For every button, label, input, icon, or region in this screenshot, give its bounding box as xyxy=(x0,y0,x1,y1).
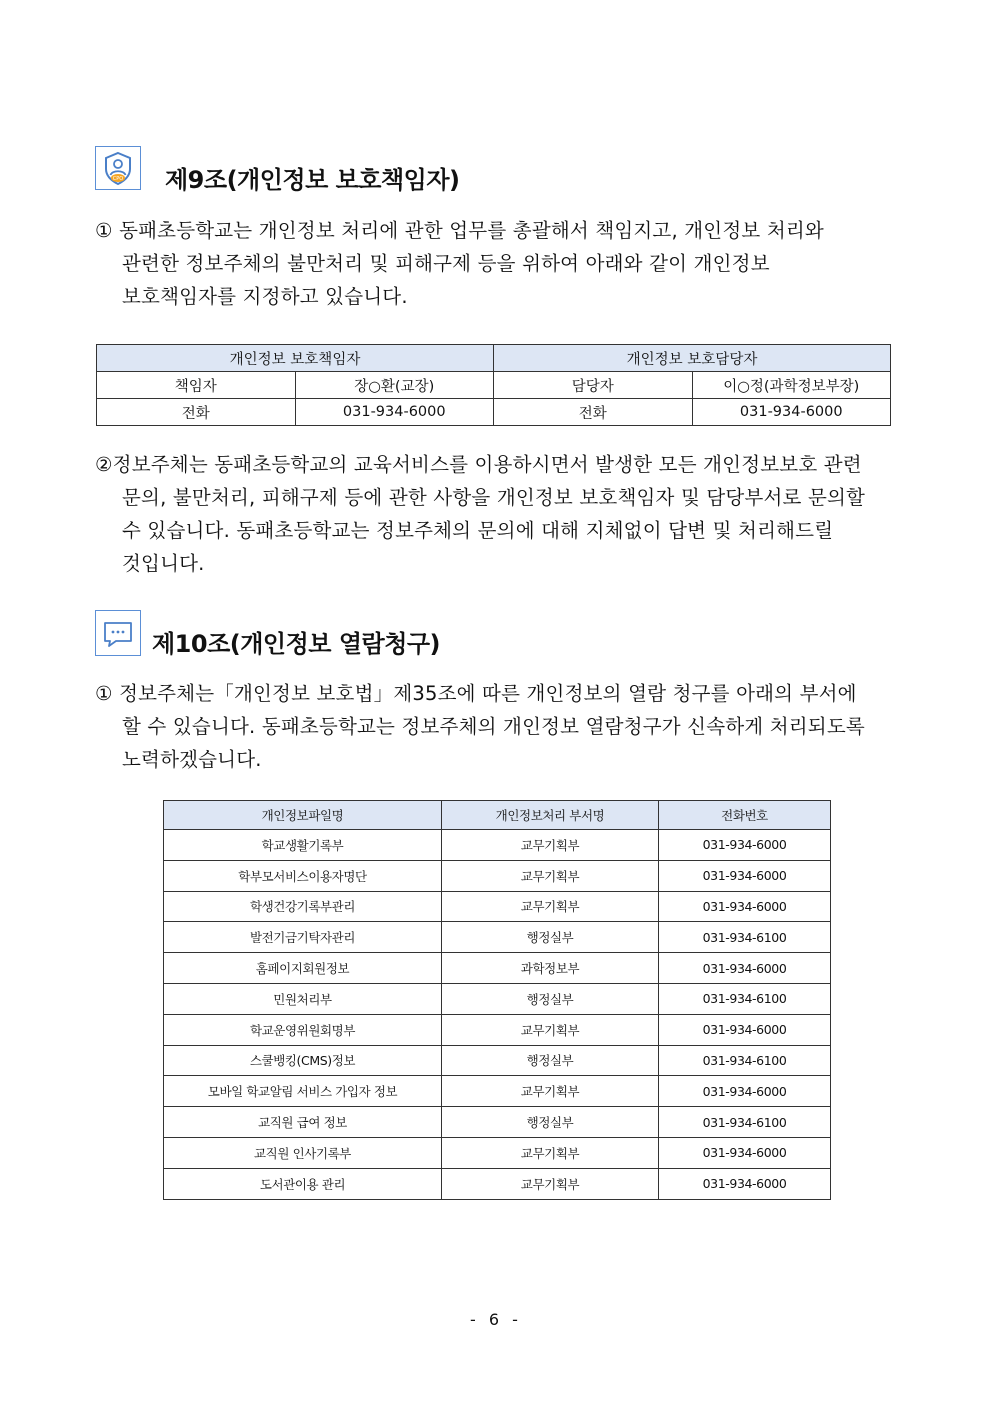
personal-info-file-table xyxy=(163,800,831,1200)
paragraph-line: 할 수 있습니다. 동패초등학교는 정보주체의 개인정보 열람청구가 신속하게 처리되도록 xyxy=(122,715,865,738)
table-cell: 행정실부 xyxy=(442,1107,659,1138)
table-row xyxy=(164,983,831,1014)
table-cell: 교무기획부 xyxy=(442,1168,659,1199)
privacy-officer-table xyxy=(96,344,891,426)
table-cell: 교무기획부 xyxy=(442,891,659,922)
table-row xyxy=(97,372,891,399)
paragraph-line: 것입니다. xyxy=(122,552,205,575)
table-cell: 031-934-6000 xyxy=(659,1137,831,1168)
table-cell: 031-934-6000 xyxy=(659,830,831,861)
table-row xyxy=(164,891,831,922)
paragraph-line: 노력하겠습니다. xyxy=(122,748,262,771)
table-row xyxy=(164,953,831,984)
table-cell: 홈페이지회원정보 xyxy=(164,953,442,984)
table-cell: 031-934-6100 xyxy=(659,1107,831,1138)
cpo-shield-icon xyxy=(95,146,141,190)
table-cell: 행정실부 xyxy=(442,922,659,953)
table-cell: 과학정보부 xyxy=(442,953,659,984)
table-cell: 교무기획부 xyxy=(442,1076,659,1107)
table-cell: 모바일 학교알림 서비스 가입자 정보 xyxy=(164,1076,442,1107)
cpo-badge-label: CPO xyxy=(112,176,124,182)
table-cell: 전화 xyxy=(494,399,693,426)
section10-title: 제10조(개인정보 열람청구) xyxy=(152,630,441,658)
table-cell: 발전기금기탁자관리 xyxy=(164,922,442,953)
column-header-department: 개인정보처리 부서명 xyxy=(442,801,659,830)
table-cell: 학생건강기록부관리 xyxy=(164,891,442,922)
table-cell: 민원처리부 xyxy=(164,983,442,1014)
section10-paragraph-1 xyxy=(95,677,898,776)
table-cell: 장○환(교장) xyxy=(295,372,494,399)
paragraph-line: ① 정보주체는「개인정보 보호법」제35조에 따른 개인정보의 열람 청구를 아래의 부서에 xyxy=(95,682,857,705)
table-cell: 학교생활기록부 xyxy=(164,830,442,861)
table-cell: 031-934-6000 xyxy=(692,399,891,426)
table-cell: 031-934-6000 xyxy=(295,399,494,426)
table-cell: 학부모서비스이용자명단 xyxy=(164,860,442,891)
table-cell: 031-934-6000 xyxy=(659,1168,831,1199)
table-cell: 031-934-6000 xyxy=(659,1076,831,1107)
column-header-phone: 전화번호 xyxy=(659,801,831,830)
section9-paragraph-2 xyxy=(95,448,898,580)
table-row xyxy=(164,1014,831,1045)
table-cell: 교직원 인사기록부 xyxy=(164,1137,442,1168)
chat-bubble-icon xyxy=(95,610,141,656)
table-row xyxy=(164,1107,831,1138)
table-cell: 교무기획부 xyxy=(442,830,659,861)
table-cell: 031-934-6000 xyxy=(659,860,831,891)
paragraph-line: ① 동패초등학교는 개인정보 처리에 관한 업무를 총괄해서 책임지고, 개인정보 처리와 xyxy=(95,219,824,242)
table-cell: 031-934-6000 xyxy=(659,891,831,922)
paragraph-line: 관련한 정보주체의 불만처리 및 피해구제 등을 위하여 아래와 같이 개인정보 xyxy=(122,252,770,275)
table-cell: 031-934-6000 xyxy=(659,953,831,984)
section9-title: 제9조(개인정보 보호책임자) xyxy=(165,166,460,194)
page-number: - 6 - xyxy=(470,1310,522,1329)
table-cell: 교무기획부 xyxy=(442,1137,659,1168)
section9-paragraph-1 xyxy=(95,214,898,313)
table-cell: 스쿨뱅킹(CMS)정보 xyxy=(164,1045,442,1076)
table-row xyxy=(164,1076,831,1107)
table-cell: 031-934-6100 xyxy=(659,983,831,1014)
table-row xyxy=(164,860,831,891)
table-cell: 031-934-6000 xyxy=(659,1014,831,1045)
table-cell: 교직원 급여 정보 xyxy=(164,1107,442,1138)
table-cell: 행정실부 xyxy=(442,1045,659,1076)
table-cell: 행정실부 xyxy=(442,983,659,1014)
table-cell: 담당자 xyxy=(494,372,693,399)
paragraph-line: 수 있습니다. 동패초등학교는 정보주체의 문의에 대해 지체없이 답변 및 처리해드릴 xyxy=(122,519,834,542)
table-header-manager: 개인정보 보호담당자 xyxy=(494,345,891,372)
table-cell: 이○정(과학정보부장) xyxy=(692,372,891,399)
paragraph-line: 문의, 불만처리, 피해구제 등에 관한 사항을 개인정보 보호책임자 및 담당부서로 문의할 xyxy=(122,486,866,509)
paragraph-line: ②정보주체는 동패초등학교의 교육서비스를 이용하시면서 발생한 모든 개인정보보호 관련 xyxy=(95,453,862,476)
table-cell: 031-934-6100 xyxy=(659,1045,831,1076)
table-body xyxy=(164,830,831,1200)
column-header-file-name: 개인정보파일명 xyxy=(164,801,442,830)
table-cell: 교무기획부 xyxy=(442,860,659,891)
table-row xyxy=(164,1045,831,1076)
table-row xyxy=(97,399,891,426)
table-header-officer: 개인정보 보호책임자 xyxy=(97,345,494,372)
table-cell: 전화 xyxy=(97,399,296,426)
table-row xyxy=(164,1137,831,1168)
table-row xyxy=(164,922,831,953)
paragraph-line: 보호책임자를 지정하고 있습니다. xyxy=(122,285,408,308)
table-cell: 책임자 xyxy=(97,372,296,399)
table-cell: 031-934-6100 xyxy=(659,922,831,953)
table-row xyxy=(164,1168,831,1199)
table-cell: 도서관이용 관리 xyxy=(164,1168,442,1199)
table-row xyxy=(164,830,831,861)
table-cell: 학교운영위원회명부 xyxy=(164,1014,442,1045)
table-cell: 교무기획부 xyxy=(442,1014,659,1045)
